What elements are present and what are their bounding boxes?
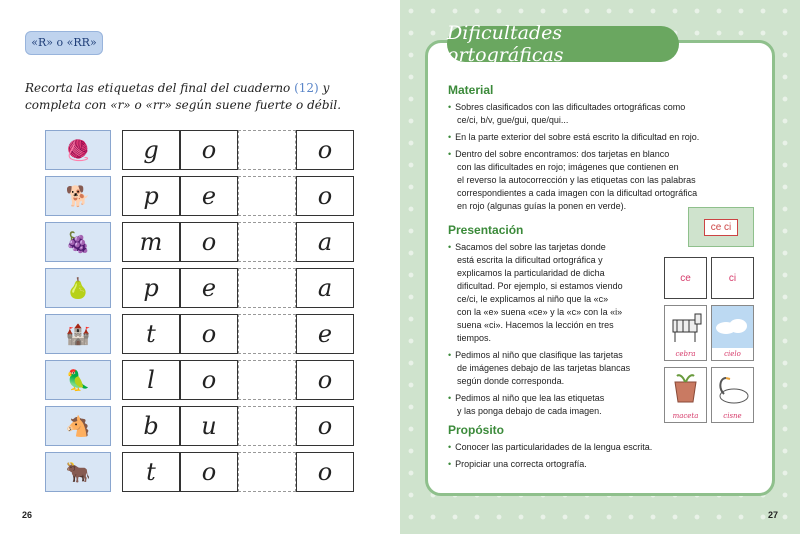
page-title: Dificultades ortográficas	[447, 26, 679, 62]
grapes-icon: 🍇	[45, 222, 111, 262]
bullet-text: Pedimos al niño que clasifique las tarjetas	[455, 350, 623, 360]
dog-icon: 🐕	[45, 176, 111, 216]
bullet-text: y las ponga debajo de cada imagen.	[457, 406, 602, 416]
bullet-text: Pedimos al niño que lea las etiquetas	[455, 393, 605, 403]
bullet-text: Propiciar una correcta ortografía.	[455, 459, 587, 469]
label-cebra: cebra	[675, 350, 696, 358]
letter-cell: e	[180, 176, 238, 216]
letter-cell: e	[180, 268, 238, 308]
letter-cell: e	[296, 314, 354, 354]
bullet-text: ce/ci, b/v, gue/gui, que/qui...	[457, 115, 569, 125]
blank-label-slot[interactable]	[238, 222, 296, 262]
letter-cell: m	[122, 222, 180, 262]
bullet-icon: •	[448, 132, 452, 142]
bullet-item	[448, 441, 652, 454]
card-ce-ci	[688, 207, 754, 247]
topic-badge: «R» o «RR»	[25, 31, 103, 55]
bullet-text: dificultad. Por ejemplo, si estamos viendo	[457, 281, 623, 291]
blank-label-slot[interactable]	[238, 314, 296, 354]
blank-label-slot[interactable]	[238, 406, 296, 446]
sky-card	[711, 305, 754, 361]
zebra-icon	[665, 306, 706, 348]
donkey-icon: 🐴	[45, 406, 111, 446]
hat-icon: 🧶	[45, 130, 111, 170]
bullet-text: el reverso la autocorrección y las etiquetas con las palabras	[457, 175, 696, 185]
card-ce-ci-label: ce ci	[704, 219, 739, 236]
presentacion-heading: Presentación	[448, 223, 524, 237]
letter-cell: o	[296, 130, 354, 170]
blank-label-slot[interactable]	[238, 360, 296, 400]
bullet-icon: •	[448, 102, 452, 112]
letter-cell: o	[296, 360, 354, 400]
presentacion-list	[448, 241, 678, 422]
instructions-number: (12)	[294, 81, 319, 95]
card-ce: ce	[664, 257, 707, 299]
bullet-text: con la «e» suena «ce» y la «c» con la «i»	[457, 307, 623, 317]
bullet-icon: •	[448, 149, 452, 159]
bullet-text: según donde corresponda.	[457, 376, 565, 386]
bullet-item	[448, 131, 699, 144]
swan-card	[711, 367, 754, 423]
letter-cell: p	[122, 176, 180, 216]
bullet-icon: •	[448, 442, 452, 452]
bullet-text: suena «ci». Hacemos la lección en tres	[457, 320, 614, 330]
proposito-list	[448, 441, 652, 475]
pear-icon: 🍐	[45, 268, 111, 308]
cloud-icon	[712, 306, 753, 348]
instructions	[25, 80, 365, 114]
bullet-item	[448, 458, 652, 471]
bullet-text: está escrita la dificultad ortográfica y	[457, 255, 603, 265]
material-list	[448, 101, 699, 217]
blank-label-slot[interactable]	[238, 130, 296, 170]
label-cielo: cielo	[724, 350, 741, 358]
content-panel	[425, 40, 775, 496]
letter-cell: o	[296, 452, 354, 492]
letter-cell: o	[296, 176, 354, 216]
letter-cell: o	[296, 406, 354, 446]
material-heading: Material	[448, 83, 494, 97]
bullet-text: Conocer las particularidades de la lengua escrita.	[455, 442, 653, 452]
bullet-item	[448, 101, 699, 127]
parrot-icon: 🦜	[45, 360, 111, 400]
bullet-text: correspondientes a cada imagen con la dificultad ortográfica	[457, 188, 698, 198]
instructions-text-2: y completa con «r» o «rr» según suene fuerte o débil.	[25, 81, 342, 112]
pot-card	[664, 367, 707, 423]
bullet-icon: •	[448, 350, 452, 360]
card-ci: ci	[711, 257, 754, 299]
blank-label-slot[interactable]	[238, 176, 296, 216]
instructions-text-1: Recorta las etiquetas del final del cuaderno	[25, 81, 295, 95]
letter-cell: o	[180, 130, 238, 170]
page-number-left: 26	[22, 510, 33, 520]
bullet-text: de imágenes debajo de las tarjetas blancas	[457, 363, 631, 373]
label-maceta: maceta	[672, 412, 699, 420]
letter-cell: u	[180, 406, 238, 446]
bullet-item	[448, 392, 678, 418]
bullet-text: en rojo (algunas guías la ponen en verde).	[457, 201, 627, 211]
label-cisne: cisne	[723, 412, 742, 420]
letter-cell: t	[122, 452, 180, 492]
letter-cell: l	[122, 360, 180, 400]
zebra-card	[664, 305, 707, 361]
letter-cell: a	[296, 268, 354, 308]
letter-cell: p	[122, 268, 180, 308]
bullet-item	[448, 148, 699, 213]
bullet-text: explicamos la particularidad de dicha	[457, 268, 605, 278]
letter-cell: o	[180, 222, 238, 262]
bullet-icon: •	[448, 393, 452, 403]
bullet-item	[448, 349, 678, 388]
bullet-icon: •	[448, 459, 452, 469]
page-number-right: 27	[767, 510, 778, 520]
proposito-heading: Propósito	[448, 423, 504, 437]
right-page	[400, 0, 800, 534]
letter-cell: o	[180, 452, 238, 492]
bullet-text: Dentro del sobre encontramos: dos tarjetas en blanco	[455, 149, 670, 159]
letter-cell: b	[122, 406, 180, 446]
swan-icon	[712, 368, 753, 410]
bullet-text: Sobres clasificados con las dificultades ortográficas como	[455, 102, 686, 112]
bullet-icon: •	[448, 242, 452, 252]
bullet-text: Sacamos del sobre las tarjetas donde	[455, 242, 606, 252]
blank-label-slot[interactable]	[238, 268, 296, 308]
bullet-text: tiempos.	[457, 333, 492, 343]
bullet-item	[448, 241, 678, 345]
letter-cell: g	[122, 130, 180, 170]
bull-icon: 🐂	[45, 452, 111, 492]
letter-cell: o	[180, 360, 238, 400]
bullet-text: con las dificultades en rojo; imágenes que contienen en	[457, 162, 679, 172]
letter-cell: a	[296, 222, 354, 262]
bullet-text: ce/ci, le explicamos al niño que la «c»	[457, 294, 609, 304]
tower-icon: 🏰	[45, 314, 111, 354]
letter-cell: o	[180, 314, 238, 354]
blank-label-slot[interactable]	[238, 452, 296, 492]
letter-cell: t	[122, 314, 180, 354]
flowerpot-icon	[665, 368, 706, 410]
bullet-text: En la parte exterior del sobre está escrito la dificultad en rojo.	[455, 132, 700, 142]
